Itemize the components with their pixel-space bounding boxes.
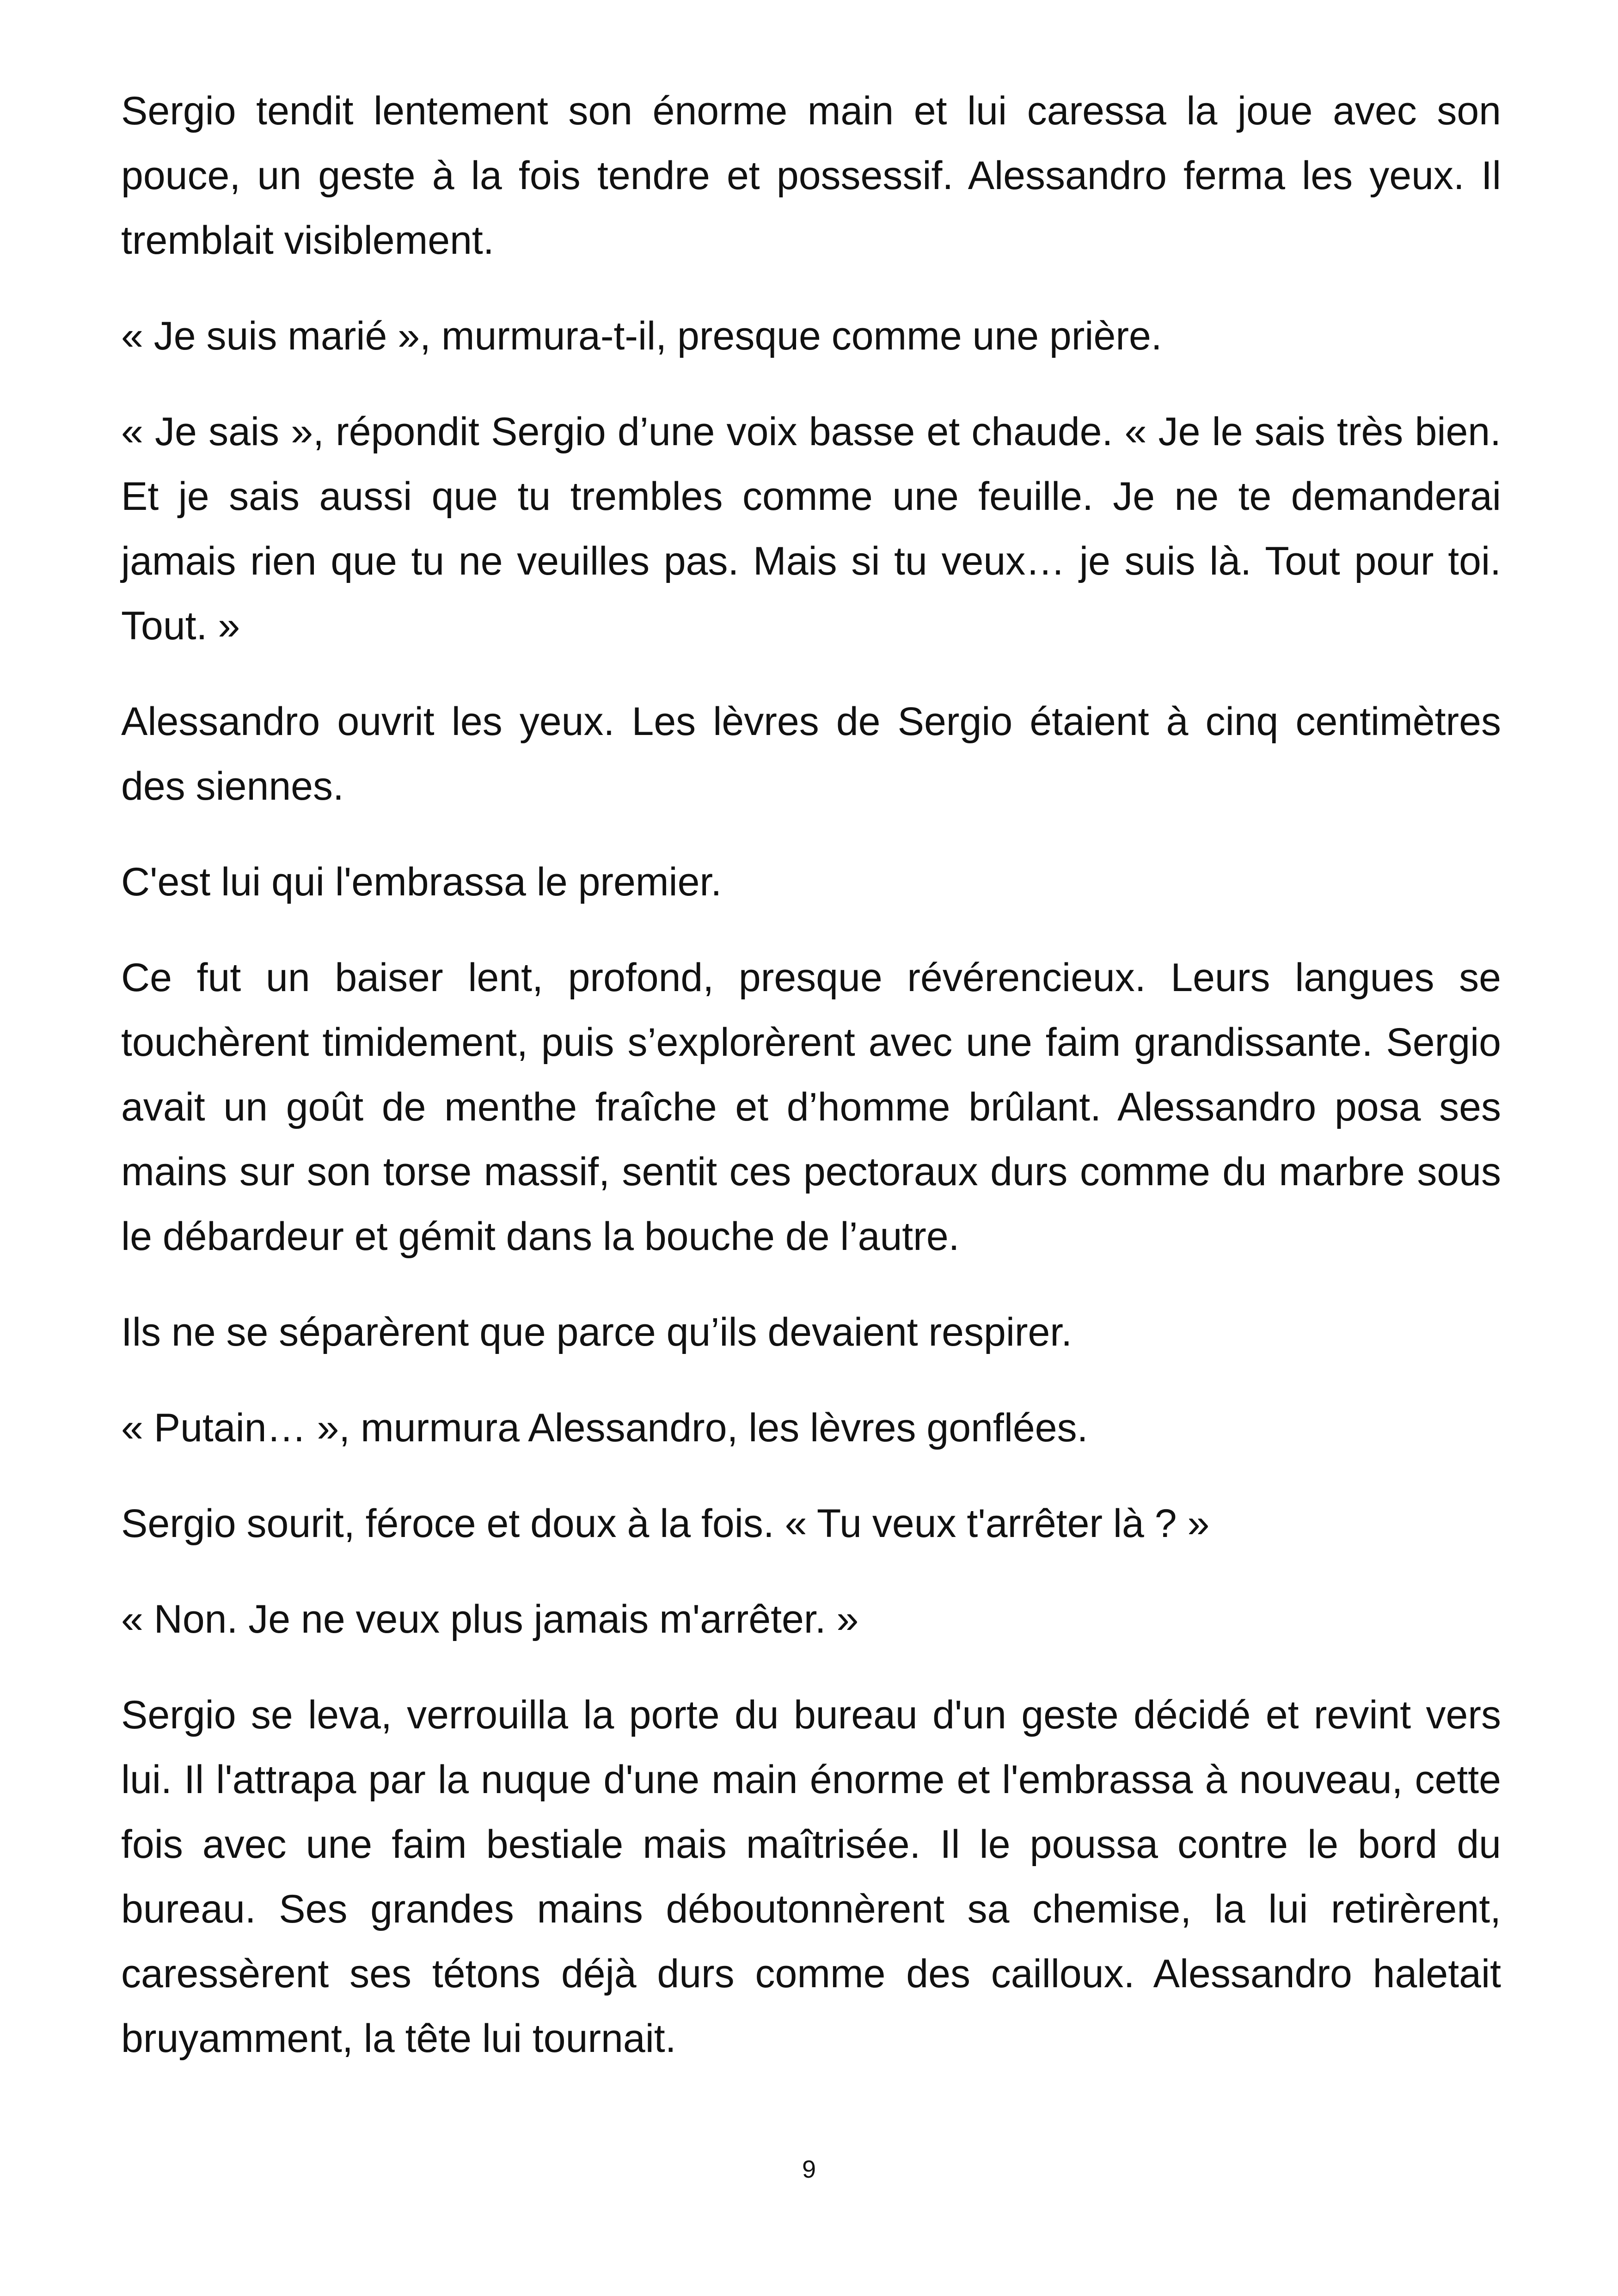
paragraph-8: « Putain… », murmura Alessandro, les lèvres gonflées. (121, 1406, 1088, 1450)
paragraph-11: Sergio se leva, verrouilla la porte du bureau d'un geste décidé et revint vers lui. Il l'attrapa par la nuque d'une main énorme et l'embrassa à nouveau, cette fois avec une faim bestiale mais maîtrisée. Il le poussa contre le bord du bureau. Ses grandes mains déboutonnèrent sa chemise, la lui retirèrent, caressèrent ses tétons déjà durs comme des cailloux. Alessandro haletait bruyamment, la tête lui tournait. (121, 1693, 1501, 2061)
paragraph-1: Sergio tendit lentement son énorme main et lui caressa la joue avec son pouce, un geste à la fois tendre et possessif. Alessandro ferma les yeux. Il tremblait visiblement. (121, 89, 1501, 263)
paragraph-6: Ce fut un baiser lent, profond, presque révérencieux. Leurs langues se touchèrent timidement, puis s’explorèrent avec une faim grandissante. Sergio avait un goût de menthe fraîche et d’homme brûlant. Alessandro posa ses mains sur son torse massif, sentit ces pectoraux durs comme du marbre sous le débardeur et gémit dans la bouche de l’autre. (121, 955, 1501, 1259)
paragraph-2: « Je suis marié », murmura-t-il, presque comme une prière. (121, 314, 1162, 358)
paragraph-4: Alessandro ouvrit les yeux. Les lèvres de Sergio étaient à cinq centimètres des siennes. (121, 699, 1501, 808)
body-text (121, 79, 1501, 2102)
paragraph-3: « Je sais », répondit Sergio d’une voix basse et chaude. « Je le sais très bien. Et je sais aussi que tu trembles comme une feuille. Je ne te demanderai jamais rien que tu ne veuilles pas. Mais si tu veux… je suis là. Tout pour toi. Tout. » (121, 410, 1501, 648)
paragraph-10: « Non. Je ne veux plus jamais m'arrêter. » (121, 1597, 859, 1641)
paragraph-9: Sergio sourit, féroce et doux à la fois. « Tu veux t'arrêter là ? » (121, 1501, 1210, 1546)
paragraph-7: Ils ne se séparèrent que parce qu’ils devaient respirer. (121, 1310, 1073, 1354)
page-number: 9 (802, 2155, 816, 2183)
paragraph-5: C'est lui qui l'embrassa le premier. (121, 860, 722, 904)
